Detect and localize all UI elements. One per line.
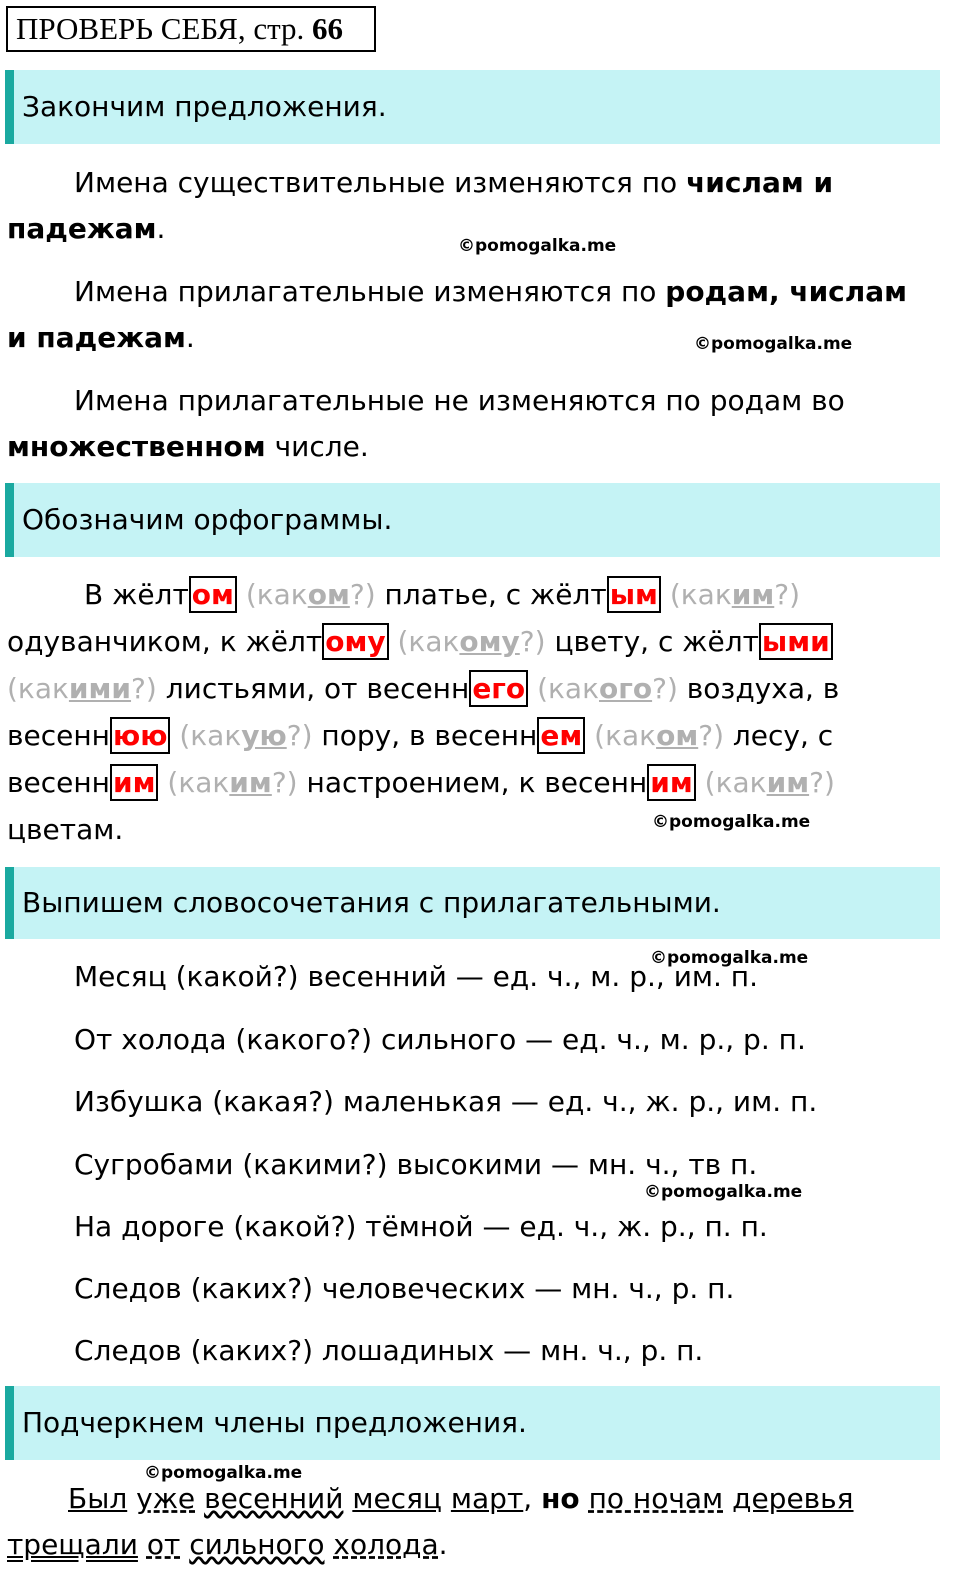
watermark: ©pomogalka.me bbox=[458, 236, 617, 256]
text: (как bbox=[7, 672, 69, 705]
text: . bbox=[185, 321, 195, 354]
heading-text: Закончим предложения. bbox=[22, 90, 387, 123]
text: настроением, к весенн bbox=[297, 766, 648, 799]
question-hint bbox=[537, 672, 678, 705]
section-heading-2 bbox=[5, 483, 940, 557]
text: (как bbox=[397, 625, 460, 658]
circumstance-word: уже bbox=[136, 1482, 196, 1515]
list-item: Сугробами (какими?) высокими — мн. ч., тв п. bbox=[74, 1148, 758, 1181]
question-hint bbox=[179, 719, 312, 752]
text: ?) bbox=[809, 766, 835, 799]
ending-box: ому bbox=[322, 623, 388, 660]
s2-line-1 bbox=[84, 578, 800, 612]
text: цветам. bbox=[7, 813, 124, 846]
predicate-word: трещали bbox=[7, 1528, 138, 1561]
text: весенн bbox=[7, 719, 110, 752]
ending-box: его bbox=[469, 670, 528, 707]
s2-line-5 bbox=[7, 766, 835, 800]
ending-box: им bbox=[110, 764, 159, 801]
question-hint bbox=[670, 578, 800, 611]
s1-p3-line2 bbox=[7, 430, 369, 464]
text: цвету, с жёлт bbox=[545, 625, 759, 658]
bold-text: числам и bbox=[686, 166, 834, 199]
text: (как bbox=[179, 719, 242, 752]
s2-line-6 bbox=[7, 813, 123, 847]
list-item: Избушка (какая?) маленькая — ед. ч., ж. р., им. п. bbox=[74, 1085, 818, 1118]
page-number: 66 bbox=[312, 11, 344, 46]
subject-word: март bbox=[450, 1482, 524, 1515]
text: пору, в весенн bbox=[312, 719, 538, 752]
text: Имена прилагательные не изменяются по родам во bbox=[74, 384, 845, 417]
ending-box: им bbox=[647, 764, 696, 801]
s1-p3-line1 bbox=[74, 384, 845, 418]
watermark: ©pomogalka.me bbox=[694, 334, 853, 354]
list-item: От холода (какого?) сильного — ед. ч., м. р., р. п. bbox=[74, 1023, 806, 1056]
text: ?) bbox=[774, 578, 801, 611]
question-hint bbox=[594, 719, 724, 752]
list-item: Месяц (какой?) весенний — ед. ч., м. р., им. п. bbox=[74, 960, 759, 993]
section-heading-4 bbox=[5, 1386, 940, 1460]
s1-p1-line2 bbox=[7, 212, 165, 246]
question-hint bbox=[398, 625, 546, 658]
s1-p2-line1 bbox=[74, 275, 907, 309]
text: . bbox=[156, 212, 166, 245]
text: (как bbox=[167, 766, 230, 799]
question-hint bbox=[7, 672, 157, 705]
s1-p2-line2 bbox=[7, 321, 195, 355]
text: (как bbox=[594, 719, 657, 752]
hint-ending: ую bbox=[241, 719, 287, 752]
sentence-line-1 bbox=[68, 1482, 854, 1516]
watermark: ©pomogalka.me bbox=[652, 812, 811, 832]
s2-line-4 bbox=[7, 719, 833, 753]
s1-p1-line1 bbox=[74, 166, 833, 200]
watermark: ©pomogalka.me bbox=[144, 1463, 303, 1483]
s2-line-3 bbox=[7, 672, 839, 706]
text: ?) bbox=[519, 625, 546, 658]
list-item: Следов (каких?) лошадиных — мн. ч., р. п. bbox=[74, 1334, 704, 1367]
text: (как bbox=[245, 578, 308, 611]
punctuation: . bbox=[438, 1528, 448, 1561]
text: воздуха, в bbox=[677, 672, 840, 705]
text: (как bbox=[669, 578, 732, 611]
text: В жёлт bbox=[84, 578, 189, 611]
bold-text: множественном bbox=[7, 430, 266, 463]
hint-ending: им bbox=[731, 578, 775, 611]
text: числе. bbox=[265, 430, 369, 463]
hint-ending: ом bbox=[307, 578, 350, 611]
hint-ending: ими bbox=[68, 672, 132, 705]
heading-text: Обозначим орфограммы. bbox=[22, 503, 393, 536]
object-word: холода bbox=[333, 1528, 439, 1561]
punctuation: , bbox=[523, 1482, 533, 1515]
list-item: Следов (каких?) человеческих — мн. ч., р. п. bbox=[74, 1272, 735, 1305]
text: ?) bbox=[652, 672, 678, 705]
text: листьями, от весенн bbox=[156, 672, 470, 705]
text: Имена прилагательные изменяются по bbox=[74, 275, 666, 308]
text: ?) bbox=[286, 719, 313, 752]
page-title bbox=[6, 6, 376, 52]
subject-word: деревья bbox=[732, 1482, 854, 1515]
text: одуванчиком, к жёлт bbox=[7, 625, 323, 658]
section-heading-1 bbox=[5, 70, 940, 144]
hint-ending: ом bbox=[656, 719, 699, 752]
title-prefix: ПРОВЕРЬ СЕБЯ, стр. bbox=[16, 11, 305, 46]
hint-ending: им bbox=[766, 766, 810, 799]
watermark: ©pomogalka.me bbox=[644, 1182, 803, 1202]
ending-box: ым bbox=[607, 576, 661, 613]
ending-box: ом bbox=[189, 576, 237, 613]
question-hint bbox=[167, 766, 297, 799]
ending-box: юю bbox=[110, 717, 170, 754]
text: весенн bbox=[7, 766, 110, 799]
section-heading-3 bbox=[5, 867, 940, 939]
ending-box: ем bbox=[537, 717, 585, 754]
attribute-word: сильного bbox=[189, 1528, 325, 1561]
conjunction-word: но bbox=[541, 1482, 580, 1515]
hint-ending: ого bbox=[598, 672, 653, 705]
bold-text: и падежам bbox=[7, 321, 186, 354]
text: (как bbox=[704, 766, 767, 799]
heading-text: Выпишем словосочетания с прилагательными. bbox=[22, 886, 721, 919]
subject-word: Был bbox=[68, 1482, 128, 1515]
watermark: ©pomogalka.me bbox=[650, 948, 809, 968]
text: платье, с жёлт bbox=[375, 578, 607, 611]
attribute-word: весенний bbox=[204, 1482, 344, 1515]
subject-word: месяц bbox=[352, 1482, 442, 1515]
text: ?) bbox=[698, 719, 724, 752]
text: ?) bbox=[131, 672, 157, 705]
circumstance-word: по ночам bbox=[588, 1482, 724, 1515]
object-word: от bbox=[146, 1528, 181, 1561]
sentence-line-2 bbox=[7, 1528, 448, 1562]
text: лесу, с bbox=[724, 719, 834, 752]
text: ?) bbox=[271, 766, 298, 799]
list-item: На дороге (какой?) тёмной — ед. ч., ж. р., п. п. bbox=[74, 1210, 768, 1243]
question-hint bbox=[705, 766, 835, 799]
bold-text: родам, числам bbox=[665, 275, 908, 308]
bold-text: падежам bbox=[7, 212, 157, 245]
text: ?) bbox=[349, 578, 376, 611]
hint-ending: ому bbox=[459, 625, 520, 658]
question-hint bbox=[246, 578, 376, 611]
s2-line-2 bbox=[7, 625, 833, 659]
ending-box: ыми bbox=[759, 623, 833, 660]
text: Имена существительные изменяются по bbox=[74, 166, 687, 199]
hint-ending: им bbox=[229, 766, 272, 799]
heading-text: Подчеркнем члены предложения. bbox=[22, 1406, 527, 1439]
text: (как bbox=[537, 672, 599, 705]
